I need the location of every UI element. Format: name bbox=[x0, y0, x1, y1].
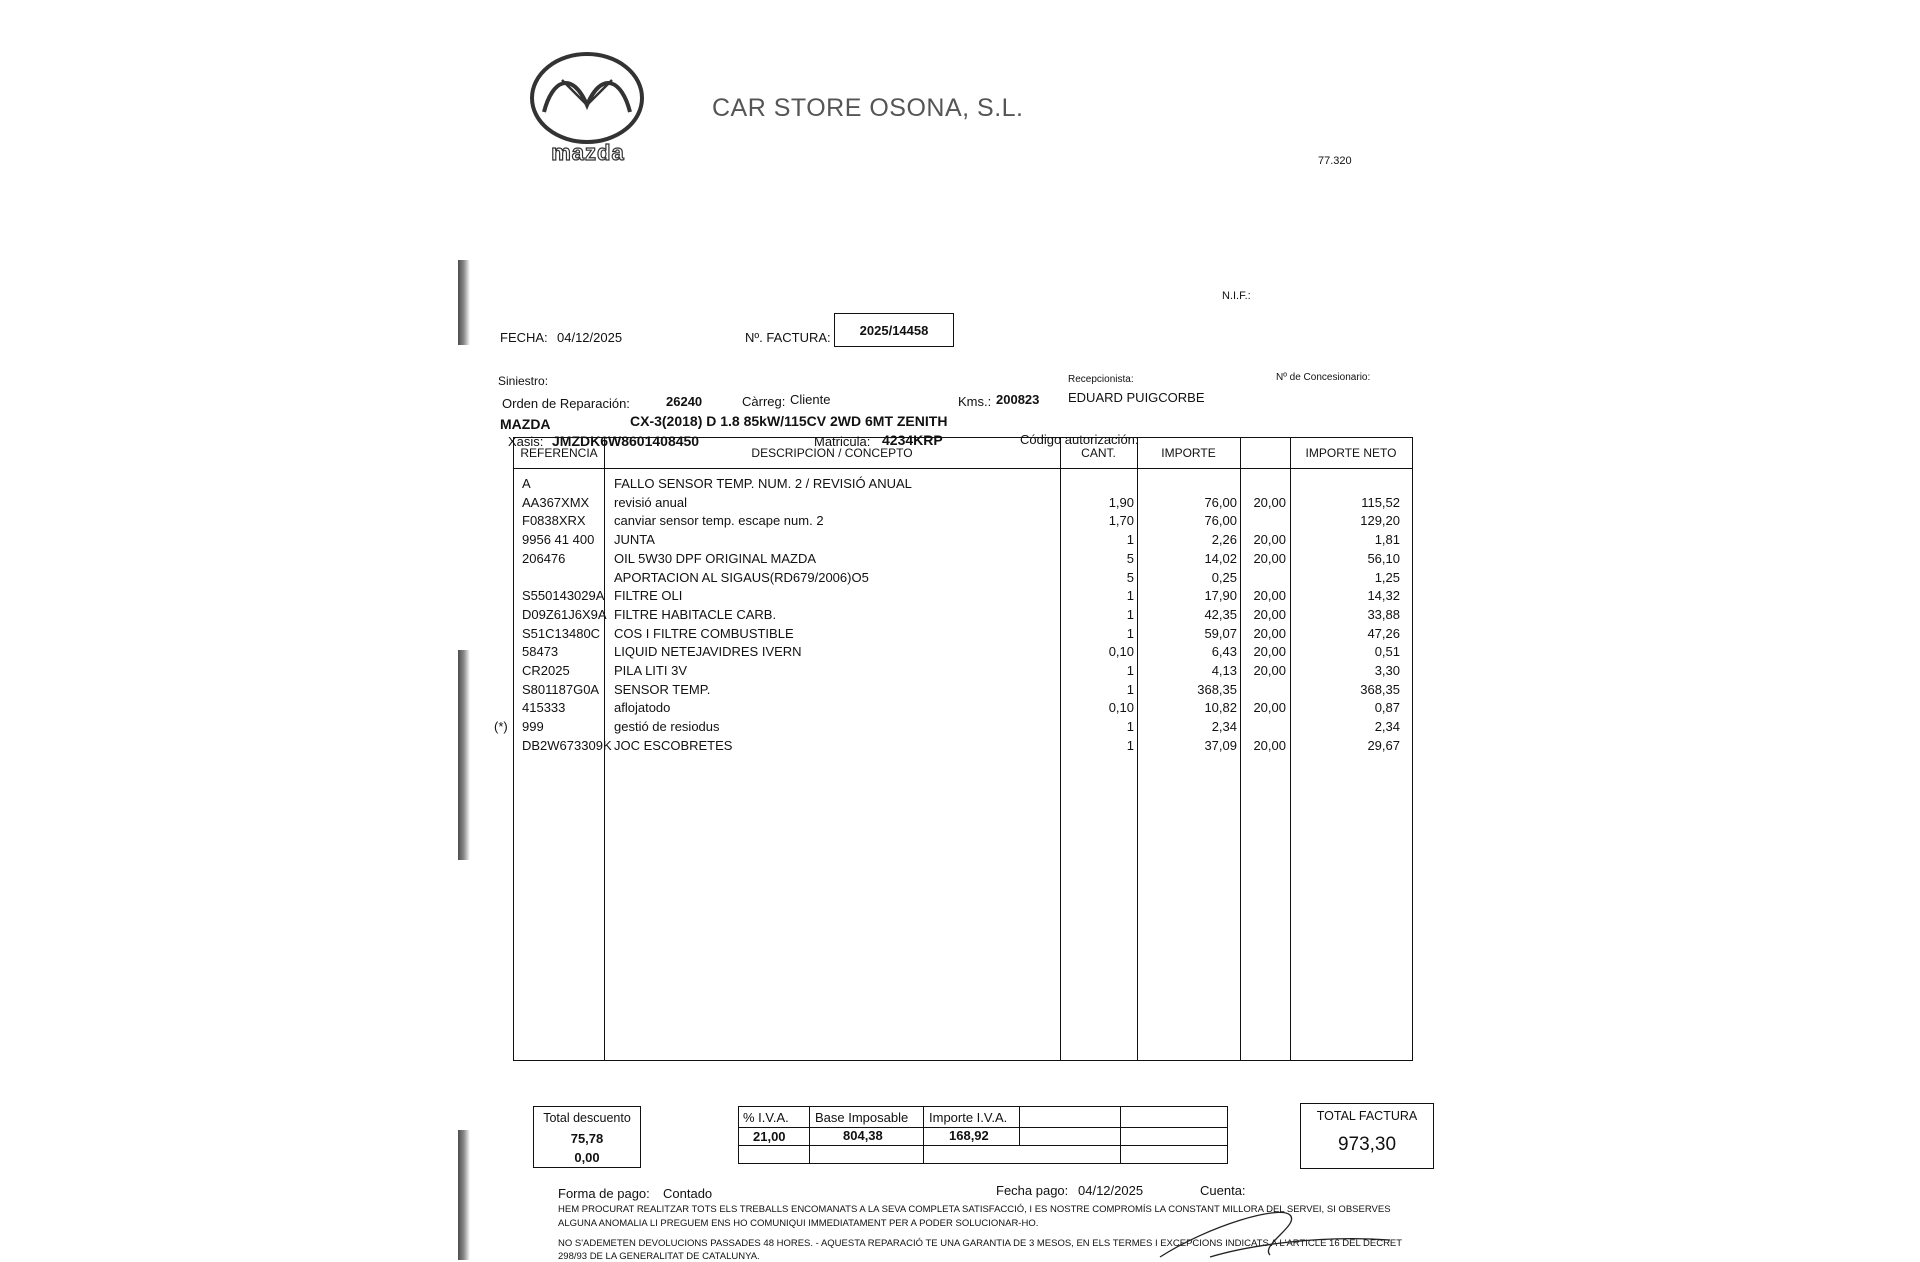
carreg-value: Cliente bbox=[790, 392, 831, 407]
row-net-amount: 1,25 bbox=[1374, 569, 1400, 585]
fecha-pago-value: 04/12/2025 bbox=[1078, 1183, 1144, 1198]
iva-table bbox=[738, 1106, 1228, 1164]
row-quantity: 1 bbox=[1126, 681, 1134, 697]
row-net-amount: 129,20 bbox=[1360, 513, 1400, 529]
row-description: revisió anual bbox=[614, 494, 687, 510]
row-reference: AA367XMX bbox=[522, 494, 590, 510]
row-net-amount: 14,32 bbox=[1367, 588, 1400, 604]
kms-label: Kms.: bbox=[958, 394, 992, 409]
row-quantity: 1,90 bbox=[1108, 494, 1134, 510]
iva-amount-value: 168,92 bbox=[949, 1128, 989, 1143]
row-net-amount: 47,26 bbox=[1367, 625, 1400, 641]
row-discount: 20,00 bbox=[1253, 644, 1286, 660]
row-net-amount: 2,34 bbox=[1374, 719, 1400, 735]
table-row bbox=[514, 476, 1412, 494]
scan-mark bbox=[458, 260, 470, 345]
header-importe: IMPORTE bbox=[1161, 446, 1216, 460]
footer-note-4: 298/93 DE LA GENERALITAT DE CATALUNYA. bbox=[558, 1251, 760, 1262]
row-description: canviar sensor temp. escape num. 2 bbox=[614, 513, 824, 529]
descuento-box bbox=[533, 1106, 641, 1168]
xasis-value: JMZDK6W8601408450 bbox=[552, 433, 700, 449]
row-quantity: 1 bbox=[1126, 532, 1134, 548]
mazda-wordmark: mazda bbox=[551, 140, 625, 165]
row-discount: 20,00 bbox=[1253, 700, 1286, 716]
row-reference: CR2025 bbox=[522, 663, 570, 678]
base-value: 804,38 bbox=[843, 1128, 883, 1143]
row-price: 0,25 bbox=[1211, 569, 1237, 585]
row-description: FILTRE HABITACLE CARB. bbox=[614, 606, 777, 622]
row-reference: 58473 bbox=[522, 644, 559, 660]
orden-label: Orden de Reparación: bbox=[502, 396, 630, 411]
row-reference: 415333 bbox=[522, 700, 566, 716]
row-discount: 20,00 bbox=[1253, 737, 1286, 753]
row-description: JOC ESCOBRETES bbox=[614, 737, 733, 753]
table-row bbox=[514, 644, 1412, 662]
row-quantity: 0,10 bbox=[1108, 700, 1134, 716]
row-quantity: 1 bbox=[1126, 588, 1134, 604]
row-quantity: 1 bbox=[1126, 663, 1134, 678]
footer-note-2: ALGUNA ANOMALIA LI PREGUEM ENS HO COMUNIQUI IMMEDIATAMENT PER A PODER SOLUCIONAR-HO. bbox=[558, 1218, 1039, 1229]
scan-mark bbox=[458, 1130, 470, 1260]
table-row bbox=[514, 626, 1412, 644]
table-row bbox=[514, 700, 1412, 718]
total-value: 973,30 bbox=[1337, 1134, 1397, 1155]
row-quantity: 1 bbox=[1126, 737, 1134, 753]
iva-pct-value: 21,00 bbox=[753, 1129, 786, 1144]
line-items-table bbox=[494, 437, 1413, 1061]
siniestro-label: Siniestro: bbox=[498, 374, 549, 388]
fecha-value: 04/12/2025 bbox=[557, 330, 623, 345]
row-price: 76,00 bbox=[1204, 494, 1237, 510]
row-description: gestió de resiodus bbox=[614, 719, 720, 735]
row-discount: 20,00 bbox=[1253, 588, 1286, 604]
descuento-value-2: 0,00 bbox=[574, 1150, 600, 1165]
row-description: COS I FILTRE COMBUSTIBLE bbox=[614, 625, 794, 641]
document-code: 77.320 bbox=[1318, 155, 1352, 167]
forma-pago-label: Forma de pago: bbox=[558, 1186, 650, 1201]
table-row bbox=[514, 663, 1412, 681]
row-net-amount: 56,10 bbox=[1367, 550, 1400, 566]
row-discount: 20,00 bbox=[1253, 625, 1286, 641]
row-price: 2,34 bbox=[1211, 719, 1237, 735]
row-price: 10,82 bbox=[1204, 700, 1237, 716]
nif-label: N.I.F.: bbox=[1222, 290, 1251, 302]
row-price: 37,09 bbox=[1204, 737, 1237, 753]
row-description: OIL 5W30 DPF ORIGINAL MAZDA bbox=[614, 550, 817, 566]
row-description: aflojatodo bbox=[614, 700, 671, 716]
xasis-label: Xasis: bbox=[508, 434, 544, 449]
autorizacion-label: Código autorización: bbox=[1020, 432, 1139, 447]
row-quantity: 5 bbox=[1126, 550, 1134, 566]
kms-value: 200823 bbox=[996, 392, 1040, 407]
table-row bbox=[514, 738, 1412, 756]
row-net-amount: 33,88 bbox=[1367, 606, 1400, 622]
row-reference: A bbox=[522, 476, 531, 491]
factura-label: Nº. FACTURA: bbox=[745, 330, 831, 345]
row-reference: 999 bbox=[522, 719, 544, 735]
vehicle-make: MAZDA bbox=[500, 416, 551, 432]
row-price: 17,90 bbox=[1204, 588, 1237, 604]
row-price: 14,02 bbox=[1204, 550, 1237, 566]
concesionario-label: Nº de Concesionario: bbox=[1276, 372, 1371, 383]
row-reference: F0838XRX bbox=[522, 513, 586, 529]
header-descripcion: DESCRIPCION / CONCEPTO bbox=[751, 446, 913, 460]
row-description: SENSOR TEMP. bbox=[614, 681, 711, 697]
row-discount: 20,00 bbox=[1253, 550, 1286, 566]
footer-note-1: HEM PROCURAT REALITZAR TOTS ELS TREBALLS ENCOMANATS A LA SEVA COMPLETA SATISFACCIÓ, I ES NOSTRE COMPROMÍS LA CONSTANT MILLORA DEL SERVEI, SI OBSERVES bbox=[558, 1204, 1391, 1215]
row-reference: 206476 bbox=[522, 550, 566, 566]
base-label: Base Imposable bbox=[815, 1110, 909, 1125]
table-row bbox=[514, 532, 1412, 550]
row-net-amount: 3,30 bbox=[1374, 663, 1400, 678]
row-reference: S801187G0A bbox=[522, 681, 600, 697]
row-discount: 20,00 bbox=[1253, 494, 1286, 510]
row-net-amount: 1,81 bbox=[1374, 532, 1400, 548]
table-row bbox=[514, 682, 1412, 700]
row-price: 2,26 bbox=[1211, 532, 1237, 548]
total-label: TOTAL FACTURA bbox=[1316, 1109, 1418, 1123]
row-net-amount: 29,67 bbox=[1367, 737, 1400, 753]
row-description: APORTACION AL SIGAUS(RD679/2006)O5 bbox=[614, 569, 869, 585]
row-description: FILTRE OLI bbox=[614, 588, 683, 604]
row-reference: S51C13480C bbox=[522, 625, 601, 641]
row-net-amount: 0,51 bbox=[1374, 644, 1400, 660]
factura-number-box: 2025/14458 bbox=[834, 313, 954, 347]
row-net-amount: 368,35 bbox=[1360, 681, 1400, 697]
row-net-amount: 115,52 bbox=[1361, 494, 1400, 510]
iva-pct-label: % I.V.A. bbox=[743, 1110, 789, 1125]
forma-pago-value: Contado bbox=[663, 1186, 713, 1201]
row-price: 76,00 bbox=[1204, 513, 1237, 529]
header-importe-neto: IMPORTE NETO bbox=[1305, 446, 1397, 460]
row-mark: (*) bbox=[494, 719, 508, 735]
row-quantity: 1,70 bbox=[1108, 513, 1134, 529]
total-factura-box bbox=[1300, 1103, 1434, 1169]
descuento-label: Total descuento bbox=[543, 1111, 631, 1125]
row-reference: S550143029A bbox=[522, 588, 605, 604]
row-quantity: 0,10 bbox=[1108, 644, 1134, 660]
row-price: 42,35 bbox=[1204, 606, 1237, 622]
iva-amount-label: Importe I.V.A. bbox=[929, 1110, 1008, 1125]
table-row bbox=[514, 551, 1412, 569]
table-row bbox=[514, 588, 1412, 606]
table-row bbox=[494, 719, 1412, 737]
row-quantity: 5 bbox=[1126, 569, 1134, 585]
orden-value: 26240 bbox=[666, 394, 703, 409]
vehicle-model: CX-3(2018) D 1.8 85kW/115CV 2WD 6MT ZENITH bbox=[630, 413, 948, 429]
row-description: LIQUID NETEJAVIDRES IVERN bbox=[614, 644, 802, 660]
row-description: FALLO SENSOR TEMP. NUM. 2 / REVISIÓ ANUAL bbox=[614, 476, 912, 491]
header-referencia: REFERENCIA bbox=[520, 446, 598, 460]
row-quantity: 1 bbox=[1126, 719, 1134, 735]
row-net-amount: 0,87 bbox=[1374, 700, 1400, 716]
fecha-label: FECHA: bbox=[500, 330, 548, 345]
recepcionista-label: Recepcionista: bbox=[1068, 374, 1134, 385]
table-row bbox=[514, 607, 1412, 625]
fecha-pago-label: Fecha pago: bbox=[996, 1183, 1069, 1198]
descuento-value: 75,78 bbox=[570, 1131, 604, 1146]
scan-mark bbox=[458, 650, 470, 860]
row-price: 4,13 bbox=[1211, 663, 1237, 678]
row-discount: 20,00 bbox=[1253, 532, 1286, 548]
row-price: 59,07 bbox=[1204, 625, 1237, 641]
row-description: PILA LITI 3V bbox=[614, 663, 687, 678]
row-discount: 20,00 bbox=[1253, 663, 1286, 678]
recepcionista-value: EDUARD PUIGCORBE bbox=[1068, 390, 1205, 405]
matricula-label: Matricula: bbox=[814, 434, 871, 449]
matricula-value: 4234KRP bbox=[882, 432, 943, 448]
carreg-label: Càrreg: bbox=[742, 394, 786, 409]
table-row bbox=[514, 495, 1412, 513]
row-quantity: 1 bbox=[1126, 606, 1134, 622]
cuenta-label: Cuenta: bbox=[1200, 1183, 1246, 1198]
row-reference: 9956 41 400 bbox=[522, 532, 595, 548]
row-reference: D09Z61J6X9A bbox=[522, 606, 607, 622]
header-cantidad: CANT. bbox=[1081, 446, 1116, 460]
mazda-logo bbox=[522, 50, 652, 166]
table-row bbox=[514, 513, 1412, 531]
row-discount: 20,00 bbox=[1253, 606, 1286, 622]
footer-note-3: NO S'ADEMETEN DEVOLUCIONS PASSADES 48 HORES. - AQUESTA REPARACIÓ TE UNA GARANTIA DE 3 MESOS, EN ELS TERMES I EXCEPCIONS INDICATS A L'ARTICLE 16 DEL DECRET bbox=[558, 1238, 1403, 1249]
row-reference: DB2W673309K bbox=[522, 737, 612, 753]
signature-scribble bbox=[1150, 1195, 1400, 1260]
company-name: CAR STORE OSONA, S.L. bbox=[712, 94, 1024, 122]
row-price: 368,35 bbox=[1197, 681, 1237, 697]
row-description: JUNTA bbox=[614, 532, 655, 548]
row-quantity: 1 bbox=[1126, 625, 1134, 641]
row-price: 6,43 bbox=[1211, 644, 1237, 660]
table-row bbox=[514, 570, 1412, 588]
